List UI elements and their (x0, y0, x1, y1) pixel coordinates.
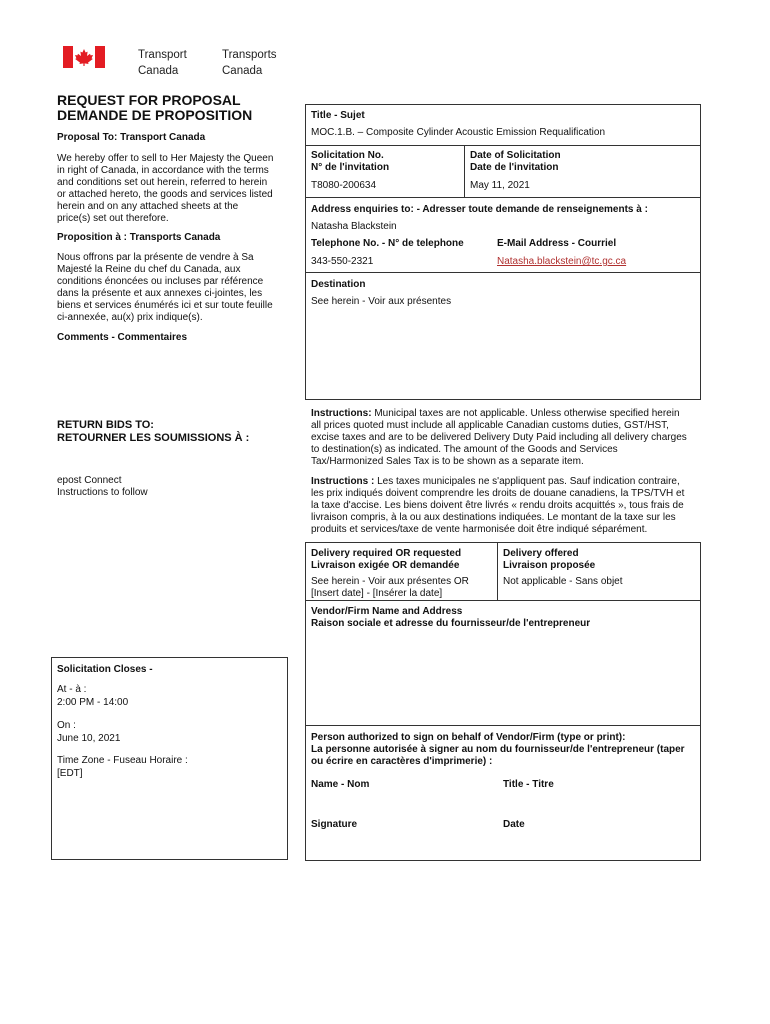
vendor-label: Vendor/Firm Name and Address Raison sociale et adresse du fournisseur/de l'entrepreneur (311, 606, 591, 629)
solicitation-no-value: T8080-200634 (311, 180, 377, 191)
instructions-fr: Instructions : Les taxes municipales ne s'appliquent pas. Sauf indication contraire, les prix indiqués doivent comprendre les droits de douane canadiens, la TPS/TVH et la taxe d'accise. Les biens doivent être livrés « rendu droits acquittés », tous frais de livraison compris, à la ou aux destinations indiquées. Le montant de la taxe sur les produits et services/taxe de vente harmonisée doit être indiqué séparément. (311, 476, 685, 535)
return-bids-heading: RETURN BIDS TO: RETOURNER LES SOUMISSIONS À : (57, 419, 250, 444)
solicitation-date-label: Date of Solicitation Date de l'invitation (470, 150, 561, 173)
divider (497, 542, 498, 600)
timezone-label: Time Zone - Fuseau Horaire : (57, 755, 188, 766)
enquiries-label: Address enquiries to: - Adresser toute demande de renseignements à : (311, 204, 648, 215)
signer-title-label: Title - Titre (503, 779, 554, 790)
return-address: epost Connect Instructions to follow (57, 475, 148, 498)
closes-at-label: At - à : (57, 684, 87, 695)
destination-value: See herein - Voir aux présentes (311, 296, 452, 307)
canada-flag-icon (63, 46, 105, 68)
dept-name-fr: Transports Canada (222, 49, 277, 77)
delivery-required-label: Delivery required OR requested Livraison exigée OR demandée (311, 548, 462, 571)
proposal-to-en: Proposal To: Transport Canada (57, 132, 206, 143)
closes-label: Solicitation Closes - (57, 664, 153, 675)
offer-text-fr: Nous offrons par la présente de vendre à Sa Majesté la Reine du chef du Canada, aux conditions énoncées ou incluses par référence dans la présente et aux annexes ci-jointes, les biens et services énumérés ici et sur toute feuille ci-annexée, au(x) prix indique(s). (57, 252, 273, 323)
phone-label: Telephone No. - N° de telephone (311, 238, 464, 249)
delivery-offered-value: Not applicable - Sans objet (503, 576, 623, 587)
contact-name: Natasha Blackstein (311, 221, 397, 232)
email-label: E-Mail Address - Courriel (497, 238, 617, 249)
comments-label: Comments - Commentaires (57, 332, 188, 343)
divider (464, 145, 465, 197)
solicitation-date-value: May 11, 2021 (470, 180, 530, 191)
delivery-offered-label: Delivery offered Livraison proposée (503, 548, 596, 571)
title-label: Title - Sujet (311, 110, 365, 121)
solicitation-info-box (305, 104, 701, 400)
closes-on-label: On : (57, 720, 76, 731)
authorized-person-label: Person authorized to sign on behalf of Vendor/Firm (type or print): La personne autorisée à signer au nom du fournisseur/de l'entrepreneur (taper ou écrire en caractères d'imprimerie) : (311, 732, 685, 767)
destination-label: Destination (311, 279, 366, 290)
dept-name-en: Transport Canada (138, 49, 187, 77)
closes-time: 2:00 PM - 14:00 (57, 697, 129, 708)
closes-date: June 10, 2021 (57, 733, 121, 744)
name-label: Name - Nom (311, 779, 370, 790)
divider (305, 272, 701, 273)
divider (305, 600, 701, 601)
offer-text-en: We hereby offer to sell to Her Majesty the Queen in right of Canada, in accordance with the terms and conditions set out herein, referred to herein or attached hereto, the goods and services listed herein and on any attached sheets at the price(s) set out therefore. (57, 153, 274, 224)
email-link[interactable]: Natasha.blackstein@tc.gc.ca (497, 256, 627, 267)
proposal-to-fr: Proposition à : Transports Canada (57, 232, 221, 243)
page-title: REQUEST FOR PROPOSAL DEMANDE DE PROPOSITION (57, 92, 253, 123)
timezone-value: [EDT] (57, 768, 83, 779)
title-value: MOC.1.B. – Composite Cylinder Acoustic Emission Requalification (311, 127, 606, 138)
divider (305, 725, 701, 726)
divider (305, 145, 701, 146)
solicitation-no-label: Solicitation No. N° de l'invitation (311, 150, 390, 173)
signature-date-label: Date (503, 819, 525, 830)
delivery-required-value: See herein - Voir aux présentes OR [Insert date] - [Insérer la date] (311, 576, 469, 599)
phone-value: 343-550-2321 (311, 256, 374, 267)
divider (305, 197, 701, 198)
instructions-en: Instructions: Municipal taxes are not applicable. Unless otherwise specified herein all prices quoted must include all applicable Canadian customs duties, GST/HST, excise taxes and are to be delivered Delivery Duty Paid including all delivery charges to destination(s) as indicated. The amount of the Goods and Services Tax/Harmonized Sales Tax is to be shown as a separate item. (311, 408, 687, 467)
signature-label: Signature (311, 819, 358, 830)
